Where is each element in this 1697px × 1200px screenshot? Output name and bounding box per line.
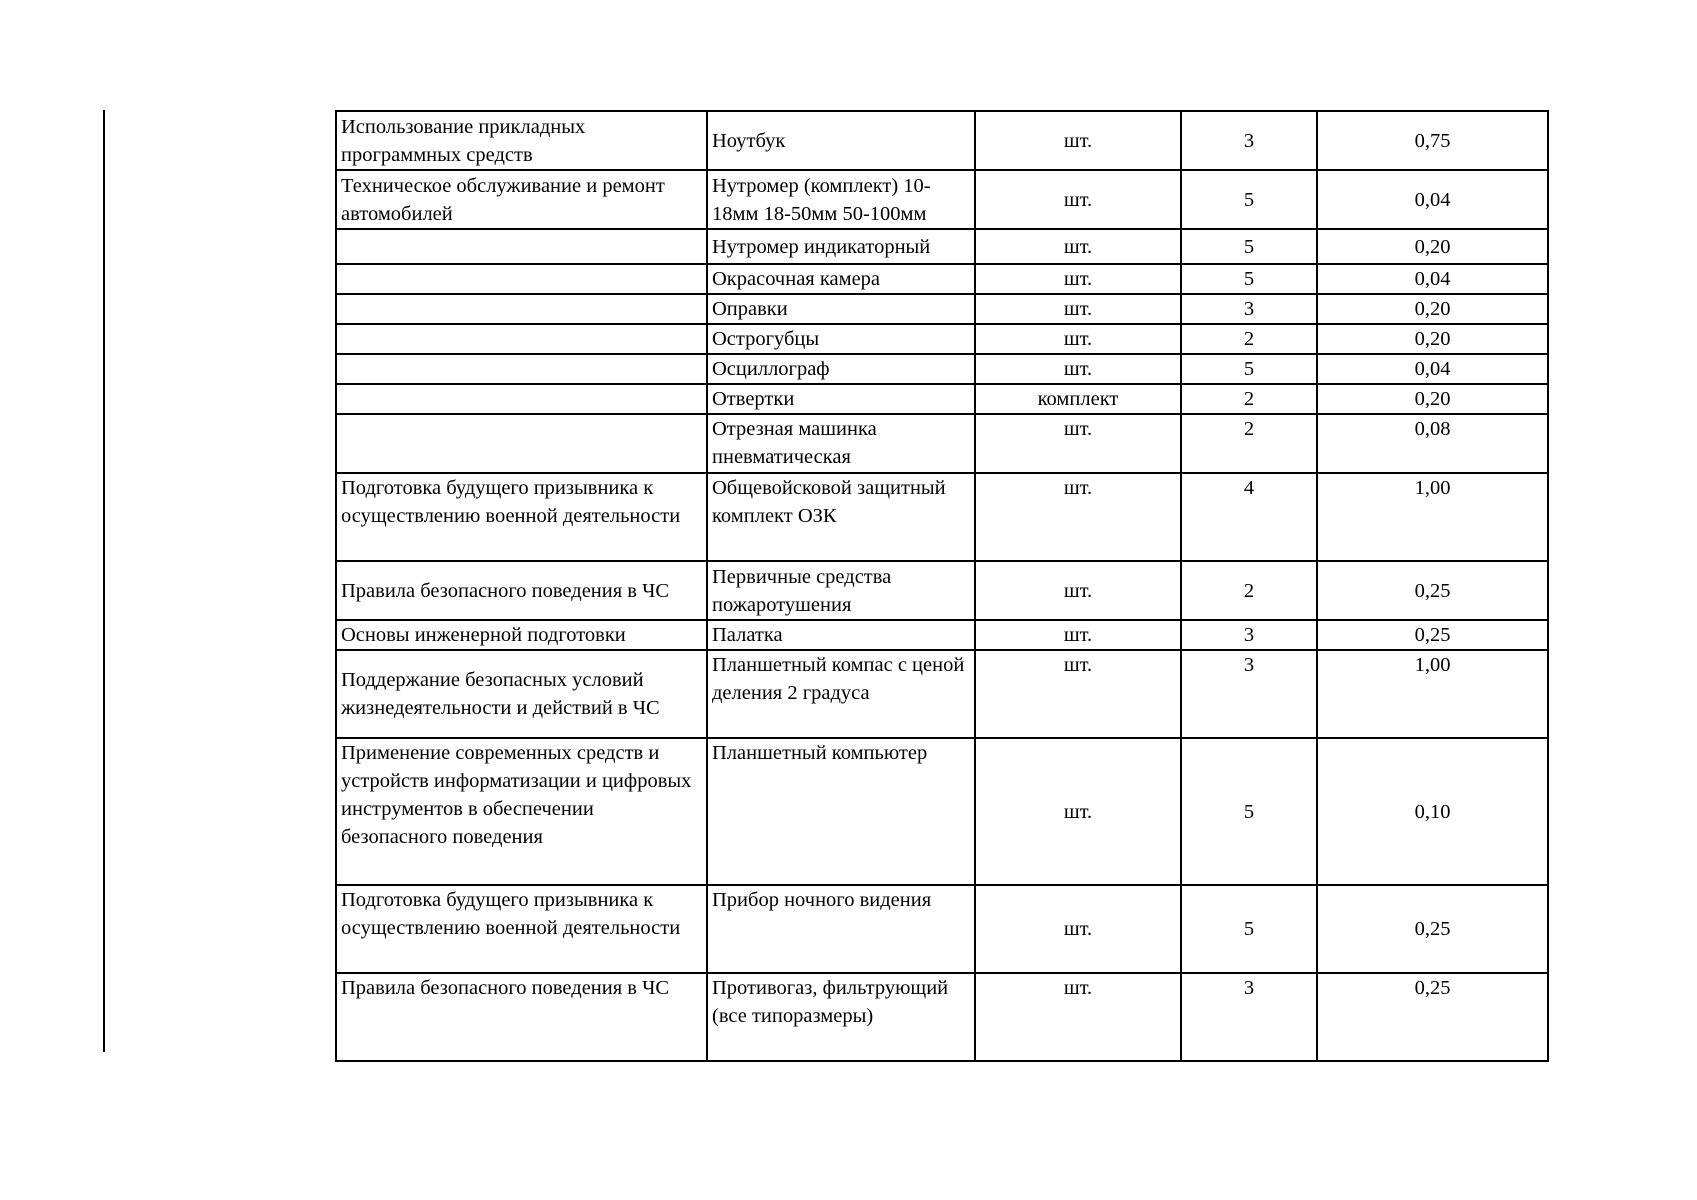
unit-cell: шт.: [975, 414, 1181, 473]
item-cell: Прибор ночного видения: [707, 885, 975, 973]
subject-cell: [336, 324, 707, 354]
quantity-cell: 5: [1181, 229, 1317, 264]
table-row: [336, 324, 1548, 354]
rate-cell: 0,20: [1317, 324, 1548, 354]
quantity-cell: 5: [1181, 885, 1317, 973]
subject-cell: Основы инженерной подготовки: [336, 620, 707, 650]
unit-cell: шт.: [975, 738, 1181, 885]
unit-cell: шт.: [975, 111, 1181, 170]
table-row: [336, 414, 1548, 473]
item-cell: Нутромер индикаторный: [707, 229, 975, 264]
unit-cell: шт.: [975, 473, 1181, 561]
subject-cell: Использование прикладных программных средств: [336, 111, 707, 170]
quantity-cell: 4: [1181, 473, 1317, 561]
unit-cell: шт.: [975, 620, 1181, 650]
subject-cell: [336, 294, 707, 324]
subject-cell: Правила безопасного поведения в ЧС: [336, 973, 707, 1061]
subject-cell: Правила безопасного поведения в ЧС: [336, 561, 707, 620]
rate-cell: 0,20: [1317, 229, 1548, 264]
quantity-cell: 5: [1181, 170, 1317, 229]
table-row: [336, 264, 1548, 294]
item-cell: Острогубцы: [707, 324, 975, 354]
quantity-cell: 3: [1181, 294, 1317, 324]
rate-cell: 0,08: [1317, 414, 1548, 473]
table-row: [336, 354, 1548, 384]
quantity-cell: 3: [1181, 973, 1317, 1061]
subject-cell: Подготовка будущего призывника к осуществлению военной деятельности: [336, 473, 707, 561]
rate-cell: 0,25: [1317, 561, 1548, 620]
item-cell: Отвертки: [707, 384, 975, 414]
unit-cell: шт.: [975, 973, 1181, 1061]
subject-cell: Поддержание безопасных условий жизнедеятельности и действий в ЧС: [336, 650, 707, 738]
table-row: [336, 885, 1548, 973]
subject-cell: [336, 229, 707, 264]
item-cell: Осциллограф: [707, 354, 975, 384]
quantity-cell: 2: [1181, 384, 1317, 414]
table-row: [336, 561, 1548, 620]
item-cell: Первичные средства пожаротушения: [707, 561, 975, 620]
rate-cell: 0,25: [1317, 620, 1548, 650]
rate-cell: 0,25: [1317, 885, 1548, 973]
quantity-cell: 5: [1181, 264, 1317, 294]
unit-cell: шт.: [975, 229, 1181, 264]
unit-cell: шт.: [975, 324, 1181, 354]
subject-cell: [336, 354, 707, 384]
subject-cell: [336, 384, 707, 414]
rate-cell: 0,25: [1317, 973, 1548, 1061]
unit-cell: комплект: [975, 384, 1181, 414]
unit-cell: шт.: [975, 294, 1181, 324]
rate-cell: 0,04: [1317, 354, 1548, 384]
page-margin-line: [103, 110, 105, 1052]
rate-cell: 1,00: [1317, 650, 1548, 738]
rate-cell: 0,04: [1317, 264, 1548, 294]
unit-cell: шт.: [975, 561, 1181, 620]
rate-cell: 0,04: [1317, 170, 1548, 229]
quantity-cell: 2: [1181, 414, 1317, 473]
quantity-cell: 2: [1181, 561, 1317, 620]
table-row: [336, 738, 1548, 885]
unit-cell: шт.: [975, 264, 1181, 294]
equipment-table: [335, 110, 1549, 1062]
table-row: [336, 170, 1548, 229]
table-row: [336, 650, 1548, 738]
item-cell: Планшетный компас с ценой деления 2 градуса: [707, 650, 975, 738]
quantity-cell: 2: [1181, 324, 1317, 354]
item-cell: Противогаз, фильтрующий (все типоразмеры): [707, 973, 975, 1061]
unit-cell: шт.: [975, 650, 1181, 738]
subject-cell: Применение современных средств и устройств информатизации и цифровых инструментов в обеспечении безопасного поведения: [336, 738, 707, 885]
table-row: [336, 294, 1548, 324]
quantity-cell: 5: [1181, 354, 1317, 384]
rate-cell: 0,75: [1317, 111, 1548, 170]
unit-cell: шт.: [975, 170, 1181, 229]
quantity-cell: 3: [1181, 620, 1317, 650]
rate-cell: 0,20: [1317, 294, 1548, 324]
rate-cell: 0,10: [1317, 738, 1548, 885]
quantity-cell: 3: [1181, 650, 1317, 738]
table-row: [336, 384, 1548, 414]
item-cell: Окрасочная камера: [707, 264, 975, 294]
table-row: [336, 111, 1548, 170]
subject-cell: Техническое обслуживание и ремонт автомобилей: [336, 170, 707, 229]
unit-cell: шт.: [975, 885, 1181, 973]
unit-cell: шт.: [975, 354, 1181, 384]
rate-cell: 1,00: [1317, 473, 1548, 561]
item-cell: Планшетный компьютер: [707, 738, 975, 885]
subject-cell: [336, 414, 707, 473]
rate-cell: 0,20: [1317, 384, 1548, 414]
table-row: [336, 229, 1548, 264]
quantity-cell: 5: [1181, 738, 1317, 885]
item-cell: Ноутбук: [707, 111, 975, 170]
table-row: [336, 973, 1548, 1061]
item-cell: Общевойсковой защитный комплект ОЗК: [707, 473, 975, 561]
item-cell: Нутромер (комплект) 10-18мм 18-50мм 50-100мм: [707, 170, 975, 229]
table-row: [336, 620, 1548, 650]
table-row: [336, 473, 1548, 561]
item-cell: Палатка: [707, 620, 975, 650]
quantity-cell: 3: [1181, 111, 1317, 170]
subject-cell: [336, 264, 707, 294]
item-cell: Отрезная машинка пневматическая: [707, 414, 975, 473]
subject-cell: Подготовка будущего призывника к осуществлению военной деятельности: [336, 885, 707, 973]
item-cell: Оправки: [707, 294, 975, 324]
